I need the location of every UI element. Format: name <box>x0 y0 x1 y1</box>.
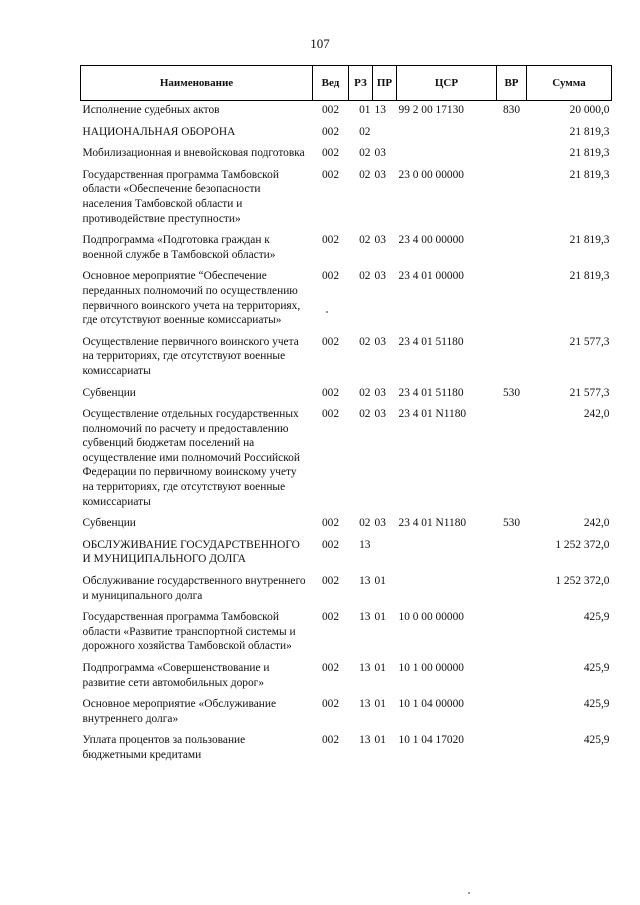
cell-name: Осуществление отдельных государственных полномочий по расчету и предоставлению субвенций бюджетам поселений на осуществление ими полномочий Российской Федерации по первичному воинскому учету на территориях, где отсутствуют военные комиссариаты <box>82 408 300 508</box>
cell-csr: 23 4 01 N1180 <box>398 517 467 530</box>
cell-csr <box>397 536 497 572</box>
header-sum: Сумма <box>527 66 612 101</box>
cell-pr: 03 <box>374 234 386 247</box>
cell-csr <box>397 123 497 145</box>
cell-sum: 21 819,3 <box>569 168 610 181</box>
cell-pr: 01 <box>374 734 386 747</box>
cell-ved: 002 <box>321 270 340 283</box>
cell-ved: 002 <box>321 234 340 247</box>
cell-sum: 1 252 372,0 <box>555 575 610 588</box>
cell-rz: 13 <box>359 734 371 747</box>
table-header-row <box>81 66 612 101</box>
cell-name: Субвенции <box>82 386 136 399</box>
table-row <box>81 405 612 514</box>
cell-csr: 10 1 00 00000 <box>398 662 464 674</box>
cell-vr <box>497 608 527 659</box>
cell-vr <box>497 405 527 514</box>
cell-sum: 21 819,3 <box>569 125 610 138</box>
cell-pr: 03 <box>374 335 386 348</box>
table-row <box>81 166 612 231</box>
cell-ved: 002 <box>321 335 340 348</box>
cell-name: Основное мероприятие «Обслуживание внутреннего долга» <box>82 698 277 725</box>
cell-pr: 03 <box>374 408 386 421</box>
cell-name: Обслуживание государственного внутреннего и муниципального долга <box>82 575 306 602</box>
cell-csr <box>397 572 497 608</box>
cell-csr: 23 4 01 00000 <box>398 270 464 283</box>
table-row <box>81 144 612 166</box>
cell-csr: 10 1 04 00000 <box>398 698 464 711</box>
table-row <box>81 695 612 731</box>
cell-sum: 21 819,3 <box>569 147 610 160</box>
table-row <box>81 514 612 536</box>
cell-csr: 23 4 01 51180 <box>398 335 464 348</box>
table-row <box>81 536 612 572</box>
cell-ved: 002 <box>321 168 340 181</box>
header-csr: ЦСР <box>397 66 497 101</box>
cell-ved: 002 <box>321 698 340 711</box>
cell-pr: 03 <box>374 147 386 160</box>
cell-name: Основное мероприятие “Обеспечение переданных полномочий по осуществлению первичного воинского учета на территориях, где отсутствуют военные комиссариаты» <box>82 270 301 327</box>
cell-rz: 02 <box>359 408 371 421</box>
cell-name: Уплата процентов за пользование бюджетными кредитами <box>82 734 246 761</box>
cell-rz: 02 <box>359 270 371 283</box>
cell-pr: 01 <box>374 575 386 588</box>
cell-rz: 13 <box>359 698 371 711</box>
cell-sum: 425,9 <box>583 662 610 674</box>
cell-ved: 002 <box>321 611 340 624</box>
cell-csr: 10 1 04 17020 <box>398 734 464 747</box>
cell-vr <box>497 659 527 695</box>
cell-ved: 002 <box>321 734 340 747</box>
cell-rz: 13 <box>359 538 371 551</box>
cell-sum: 21 819,3 <box>569 270 610 283</box>
cell-vr <box>497 166 527 231</box>
cell-rz: 13 <box>359 662 371 674</box>
table-row <box>81 572 612 608</box>
cell-pr: 03 <box>374 517 386 530</box>
cell-name: Исполнение судебных актов <box>82 104 220 116</box>
table-body <box>81 101 612 768</box>
scan-speck <box>326 311 328 313</box>
cell-csr: 99 2 00 17130 <box>398 104 464 116</box>
cell-rz: 02 <box>359 517 371 530</box>
cell-pr: 01 <box>374 698 386 711</box>
table-row <box>81 101 612 123</box>
cell-csr: 10 0 00 00000 <box>398 611 464 624</box>
cell-ved: 002 <box>321 517 340 530</box>
cell-vr <box>497 731 527 767</box>
cell-ved: 002 <box>321 386 340 399</box>
cell-sum: 242,0 <box>583 408 610 421</box>
cell-name: Государственная программа Тамбовской области «Обеспечение безопасности населения Тамбовской области и противодействие преступности» <box>82 168 279 225</box>
cell-name: ОБСЛУЖИВАНИЕ ГОСУДАРСТВЕННОГО И МУНИЦИПАЛЬНОГО ДОЛГА <box>82 538 300 566</box>
cell-sum: 425,9 <box>583 611 610 624</box>
cell-ved: 002 <box>321 408 340 421</box>
cell-rz: 13 <box>359 611 371 624</box>
cell-rz: 02 <box>359 168 371 181</box>
cell-sum: 21 577,3 <box>569 386 610 399</box>
cell-pr <box>373 123 397 145</box>
table-row <box>81 267 612 332</box>
page-number: 107 <box>310 36 330 51</box>
cell-csr <box>397 144 497 166</box>
cell-vr <box>497 231 527 267</box>
header-pr: ПР <box>373 66 397 101</box>
cell-ved: 002 <box>321 662 340 674</box>
scan-speck <box>468 892 470 894</box>
cell-sum: 20 000,0 <box>569 104 610 116</box>
cell-ved: 002 <box>321 125 340 138</box>
cell-rz: 02 <box>359 234 371 247</box>
cell-name: Мобилизационная и вневойсковая подготовка <box>82 147 305 160</box>
cell-sum: 425,9 <box>583 734 610 747</box>
cell-pr: 13 <box>374 104 386 116</box>
cell-name: Подпрограмма «Совершенствование и развитие сети автомобильных дорог» <box>82 662 270 689</box>
cell-sum: 1 252 372,0 <box>555 538 610 551</box>
cell-ved: 002 <box>321 538 340 551</box>
cell-rz: 02 <box>359 147 371 160</box>
cell-rz: 01 <box>359 104 371 116</box>
table-row <box>81 608 612 659</box>
table-row <box>81 731 612 767</box>
cell-csr: 23 4 00 00000 <box>398 234 464 247</box>
cell-csr: 23 0 00 00000 <box>398 168 464 181</box>
cell-vr: 530 <box>502 386 521 399</box>
cell-vr <box>497 144 527 166</box>
cell-rz: 02 <box>359 386 371 399</box>
cell-ved: 002 <box>321 575 340 588</box>
cell-vr <box>497 572 527 608</box>
table-row <box>81 123 612 145</box>
cell-vr: 830 <box>502 104 521 116</box>
header-vr: ВР <box>497 66 527 101</box>
cell-sum: 21 577,3 <box>569 335 610 348</box>
cell-sum: 242,0 <box>583 517 610 530</box>
cell-pr: 01 <box>374 611 386 624</box>
cell-name: Осуществление первичного воинского учета на территориях, где отсутствуют военные комиссариаты <box>82 335 299 377</box>
cell-pr: 01 <box>374 662 386 674</box>
cell-name: Субвенции <box>82 517 136 530</box>
cell-name: НАЦИОНАЛЬНАЯ ОБОРОНА <box>82 125 236 138</box>
cell-csr: 23 4 01 51180 <box>398 386 464 399</box>
cell-pr: 03 <box>374 386 386 399</box>
cell-name: Государственная программа Тамбовской области «Развитие транспортной системы и дорожного хозяйства Тамбовской области» <box>82 611 296 653</box>
cell-csr: 23 4 01 N1180 <box>398 408 467 421</box>
table-row <box>81 231 612 267</box>
cell-sum: 21 819,3 <box>569 234 610 247</box>
header-name: Наименование <box>81 66 313 101</box>
cell-ved: 002 <box>321 147 340 160</box>
cell-vr <box>497 695 527 731</box>
cell-name: Подпрограмма «Подготовка граждан к военной службе в Тамбовской области» <box>82 234 276 261</box>
cell-sum: 425,9 <box>583 698 610 711</box>
cell-pr: 03 <box>374 270 386 283</box>
header-ved: Вед <box>313 66 349 101</box>
table-row <box>81 333 612 384</box>
table-row <box>81 659 612 695</box>
cell-rz: 02 <box>359 335 371 348</box>
cell-ved: 002 <box>321 104 340 116</box>
cell-pr: 03 <box>374 168 386 181</box>
header-rz: РЗ <box>349 66 373 101</box>
cell-pr <box>373 536 397 572</box>
cell-rz: 02 <box>359 125 371 138</box>
budget-table <box>80 65 612 768</box>
cell-vr <box>497 333 527 384</box>
cell-rz: 13 <box>359 575 371 588</box>
cell-vr <box>497 536 527 572</box>
cell-vr <box>497 267 527 332</box>
cell-vr <box>497 123 527 145</box>
table-row <box>81 384 612 406</box>
cell-vr: 530 <box>502 517 521 530</box>
